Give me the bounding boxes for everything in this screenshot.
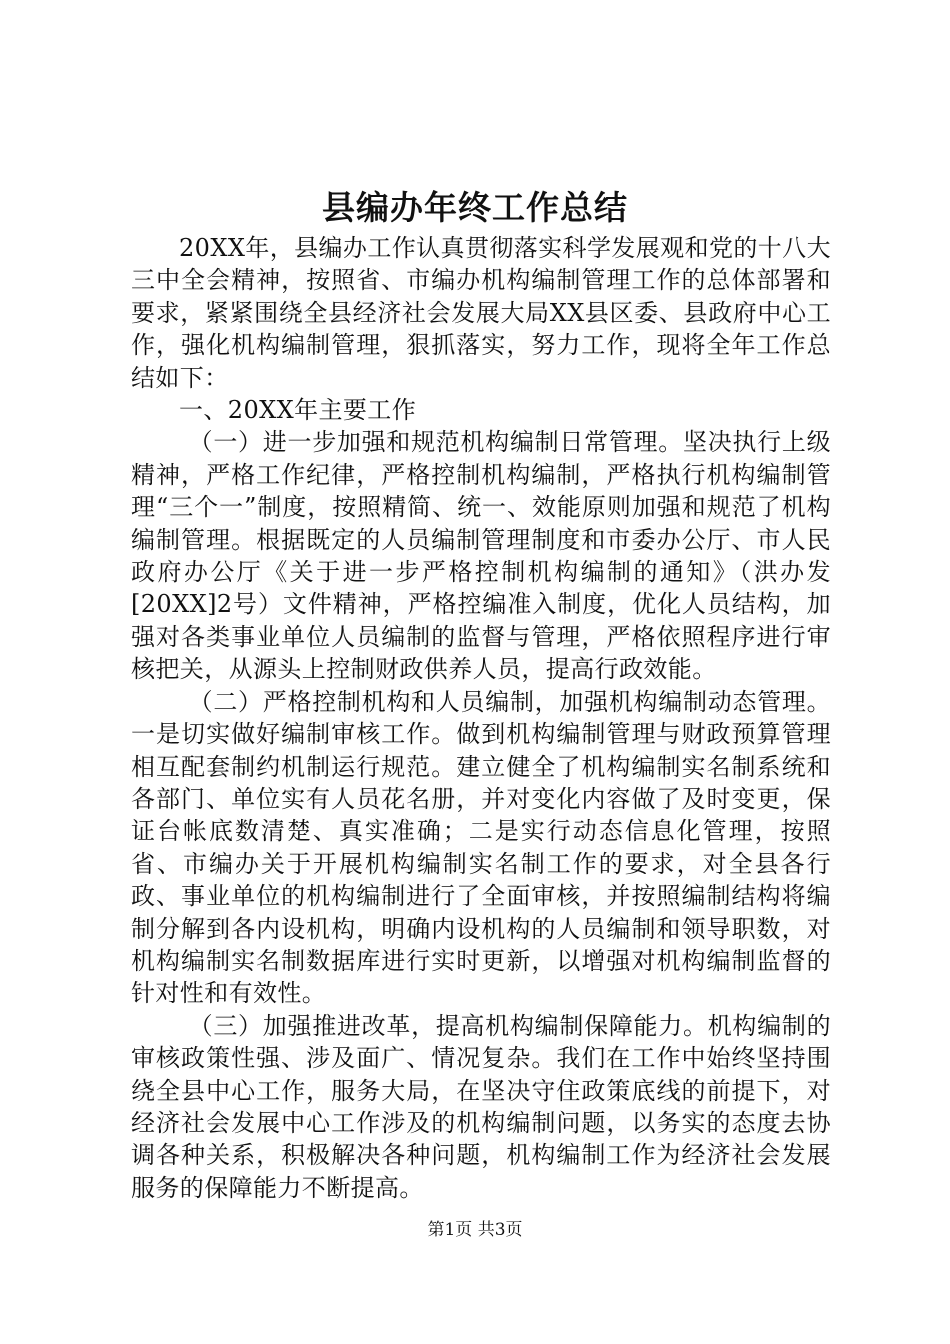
document-title: 县编办年终工作总结 <box>322 188 628 227</box>
section-3-paragraph: （三）加强推进改革，提高机构编制保障能力。机构编制的审核政策性强、涉及面广、情况复杂。我们在工作中始终坚持围绕全县中心工作，服务大局，在坚决守住政策底线的前提下，对经济社会发展中心工作涉及的机构编制问题，以务实的态度去协调各种关系，积极解决各种问题，机构编制工作为经济社会发展服务的保障能力不断提高。 <box>131 1011 831 1202</box>
section-heading: 一、20XX年主要工作 <box>179 396 417 425</box>
page-number-footer: 第1页 共3页 <box>427 1220 523 1240</box>
section-2-paragraph: （二）严格控制机构和人员编制，加强机构编制动态管理。一是切实做好编制审核工作。做到机构编制管理与财政预算管理相互配套制约机制运行规范。建立健全了机构编制实名制系统和各部门、单位实有人员花名册，并对变化内容做了及时变更，保证台帐底数清楚、真实准确；二是实行动态信息化管理，按照省、市编办关于开展机构编制实名制工作的要求，对全县各行政、事业单位的机构编制进行了全面审核，并按照编制结构将编制分解到各内设机构，明确内设机构的人员编制和领导职数，对机构编制实名制数据库进行实时更新，以增强对机构编制监督的针对性和有效性。 <box>131 687 831 1008</box>
intro-paragraph: 20XX年，县编办工作认真贯彻落实科学发展观和党的十八大三中全会精神，按照省、市编办机构编制管理工作的总体部署和要求，紧紧围绕全县经济社会发展大局XX县区委、县政府中心工作，强化机构编制管理，狠抓落实，努力工作，现将全年工作总结如下： <box>131 234 831 392</box>
section-1-paragraph: （一）进一步加强和规范机构编制日常管理。坚决执行上级精神，严格工作纪律，严格控制机构编制，严格执行机构编制管理“三个一”制度，按照精简、统一、效能原则加强和规范了机构编制管理。根据既定的人员编制管理制度和市委办公厅、市人民政府办公厅《关于进一步严格控制机构编制的通知》（洪办发[20XX]2号）文件精神，严格控编准入制度，优化人员结构，加强对各类事业单位人员编制的监督与管理，严格依照程序进行审核把关，从源头上控制财政供养人员，提高行政效能。 <box>131 428 831 684</box>
document-body <box>131 232 831 1204</box>
